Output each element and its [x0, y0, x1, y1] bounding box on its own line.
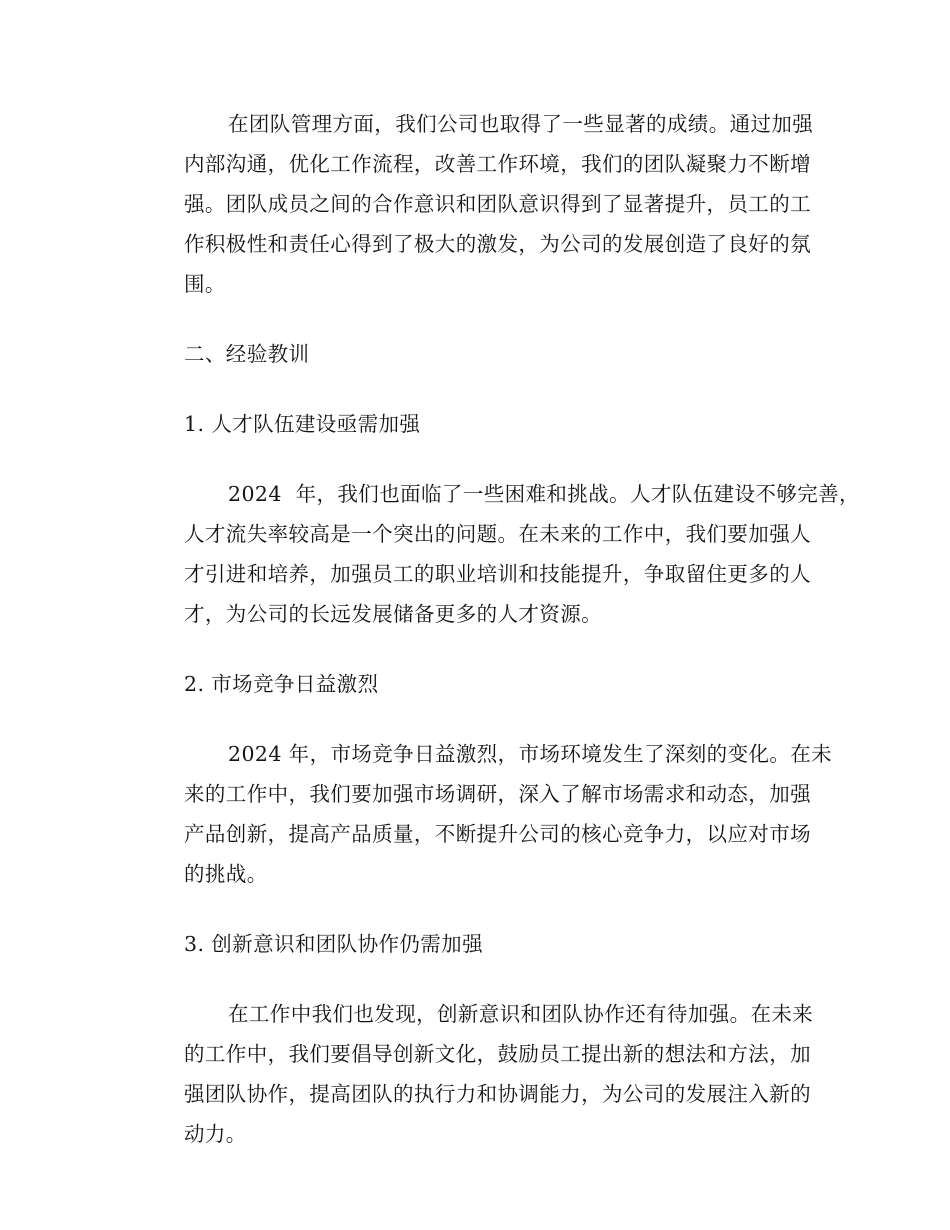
- paragraph-innovation: [140, 994, 820, 1154]
- text-line: 产品创新，提高产品质量，不断提升公司的核心竞争力，以应对市场: [184, 822, 811, 846]
- text-line: 2024 年，我们也面临了一些困难和挑战。人才队伍建设不够完善，: [228, 482, 860, 506]
- subheading-market: 2. 市场竞争日益激烈: [184, 672, 379, 696]
- text-line: 来的工作中，我们要加强市场调研，深入了解市场需求和动态，加强: [184, 782, 811, 806]
- text-line: 动力。: [184, 1122, 247, 1146]
- text-line: 才引进和培养，加强员工的职业培训和技能提升，争取留住更多的人: [184, 562, 811, 586]
- paragraph-team-management: [140, 104, 820, 304]
- subheading-talent: 1. 人才队伍建设亟需加强: [184, 412, 421, 436]
- text-line: 强。团队成员之间的合作意识和团队意识得到了显著提升，员工的工: [184, 192, 811, 216]
- text-line: 2024 年，市场竞争日益激烈，市场环境发生了深刻的变化。在未: [228, 742, 833, 766]
- subheading-innovation: 3. 创新意识和团队协作仍需加强: [184, 932, 483, 956]
- text-line: 内部沟通，优化工作流程，改善工作环境，我们的团队凝聚力不断增: [184, 152, 811, 176]
- text-line: 围。: [184, 272, 226, 296]
- text-line: 的工作中，我们要倡导创新文化，鼓励员工提出新的想法和方法，加: [184, 1042, 811, 1066]
- text-line: 在工作中我们也发现，创新意识和团队协作还有待加强。在未来: [228, 1002, 814, 1026]
- text-line: 在团队管理方面，我们公司也取得了一些显著的成绩。通过加强: [228, 112, 814, 136]
- text-line: 强团队协作，提高团队的执行力和协调能力，为公司的发展注入新的: [184, 1082, 811, 1106]
- text-line: 的挑战。: [184, 862, 268, 886]
- text-line: 才，为公司的长远发展储备更多的人才资源。: [184, 602, 602, 626]
- section-heading-lessons: 二、经验教训: [184, 342, 310, 366]
- document-body: [140, 104, 860, 1184]
- text-line: 作积极性和责任心得到了极大的激发，为公司的发展创造了良好的氛: [184, 232, 811, 256]
- text-line: 人才流失率较高是一个突出的问题。在未来的工作中，我们要加强人: [184, 522, 811, 546]
- paragraph-market: [140, 734, 833, 894]
- paragraph-talent: [140, 474, 860, 634]
